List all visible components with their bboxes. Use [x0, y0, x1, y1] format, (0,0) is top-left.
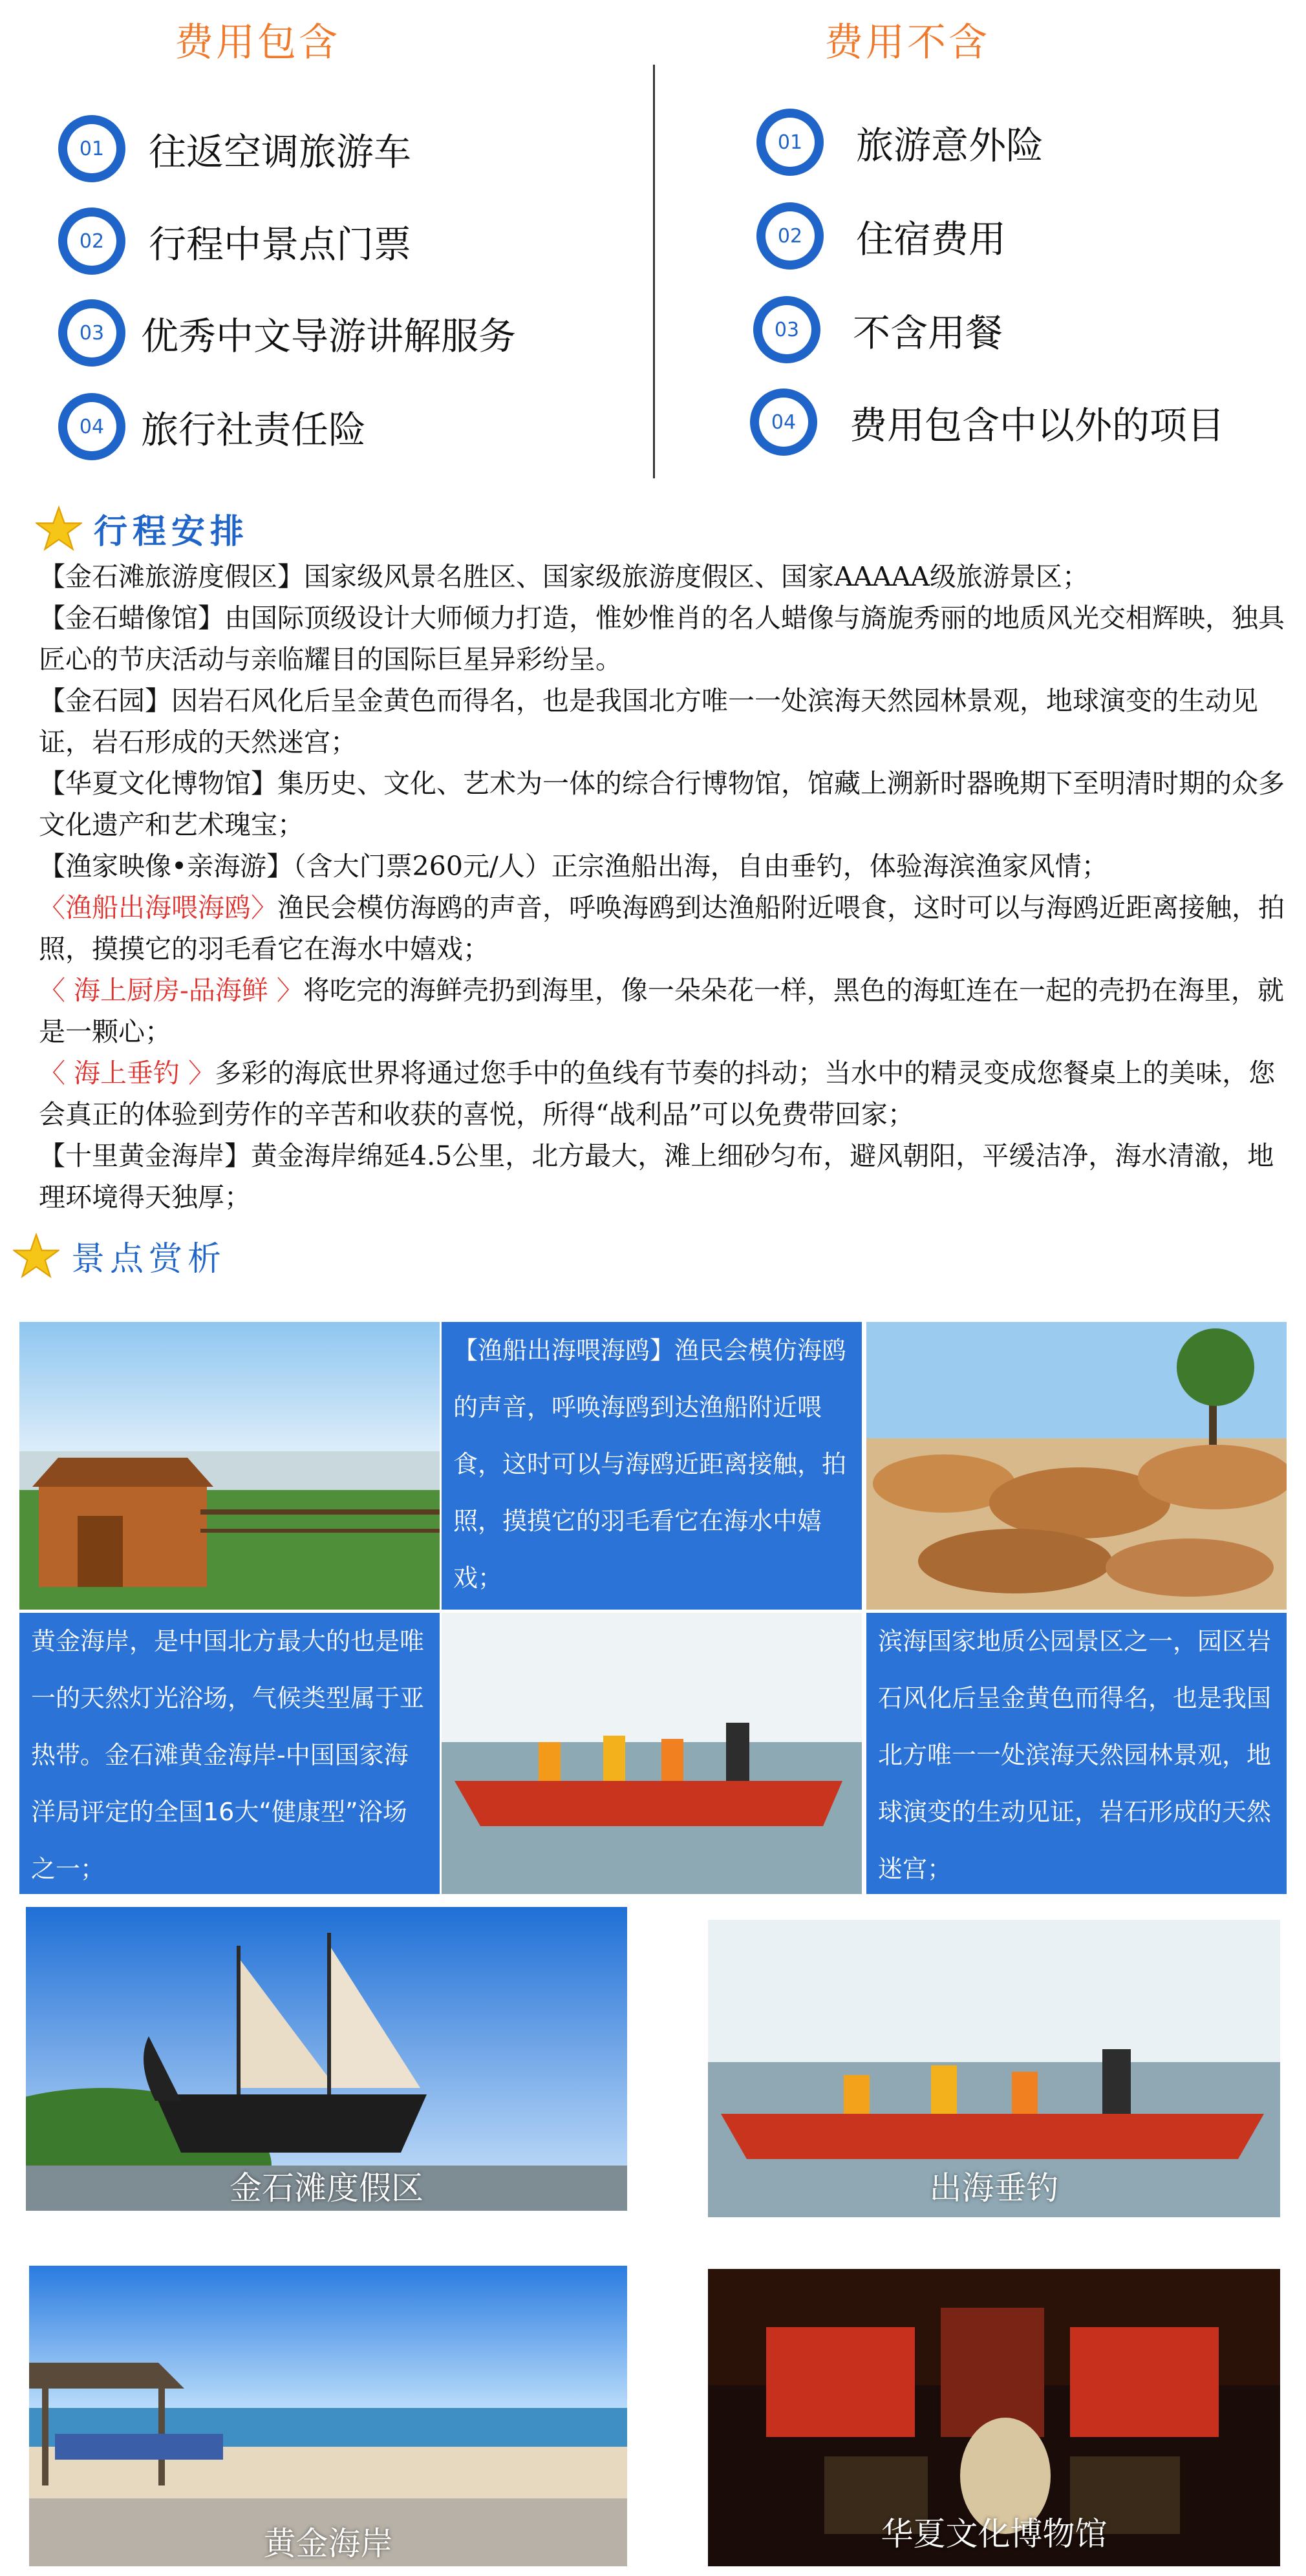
- star-icon: [36, 506, 82, 552]
- rock-garden-photo: [866, 1322, 1287, 1610]
- photo-caption: 金石滩度假区: [230, 2169, 423, 2207]
- photo-caption: 黄金海岸: [263, 2525, 393, 2562]
- itinerary-line: 〈 海上垂钓 〉多彩的海底世界将通过您手中的鱼线有节奏的抖动；当水中的精灵变成您餐桌上的美味，您会真正的体验到劳作的辛苦和收获的喜悦，所得“战利品”可以免费带回家；: [39, 1058, 1276, 1130]
- included-item-text: 优秀中文导游讲解服务: [141, 314, 517, 358]
- number-badge-icon: 03: [753, 296, 820, 363]
- number-badge-icon: 02: [756, 202, 824, 270]
- sea-fishing-photo: [708, 1920, 1280, 2217]
- excluded-item-text: 不含用餐: [853, 311, 1003, 355]
- excluded-item: [753, 294, 1003, 365]
- included-item-text: 往返空调旅游车: [149, 130, 412, 174]
- sights-header: [13, 1231, 226, 1280]
- fees-excluded-title: 费用不含: [824, 20, 990, 65]
- number-badge-icon: 01: [756, 109, 824, 176]
- museum-photo: [708, 2269, 1280, 2566]
- included-item-text: 行程中景点门票: [149, 222, 412, 266]
- itinerary-line: 【金石园】因岩石风化后呈金黄色而得名，也是我国北方唯一一处滨海天然园林景观，地球演变的生动见证，岩石形成的天然迷宫；: [39, 685, 1258, 758]
- sight-description-box: 【渔船出海喂海鸥】渔民会模仿海鸥的声音，呼唤海鸥到达渔船附近喂食，这时可以与海鸥近距离接触，拍照，摸摸它的羽毛看它在海水中嬉戏；: [442, 1322, 862, 1610]
- itinerary-line: 【十里黄金海岸】黄金海岸绵延4.5公里，北方最大，滩上细砂匀布，避风朝阳，平缓洁净，海水清澈，地理环境得天独厚；: [39, 1140, 1274, 1213]
- number-badge-icon: 02: [58, 208, 125, 275]
- excluded-item-text: 旅游意外险: [856, 123, 1044, 167]
- itinerary-line: 【华夏文化博物馆】集历史、文化、艺术为一体的综合行博物馆，馆藏上溯新时器晚期下至明清时期的众多文化遗产和艺术瑰宝；: [39, 768, 1285, 840]
- excluded-item: [756, 200, 1006, 271]
- resort-ship-photo: [26, 1907, 627, 2211]
- golden-beach-photo: [29, 2266, 627, 2566]
- number-badge-icon: 01: [58, 115, 125, 182]
- itinerary-line: 【金石滩旅游度假区】国家级风景名胜区、国家级旅游度假区、国家AAAAA级旅游景区；: [39, 561, 1089, 592]
- photo-caption: 出海垂钓: [929, 2169, 1059, 2207]
- included-item: [58, 113, 411, 184]
- itinerary-line: 〈渔船出海喂海鸥〉渔民会模仿海鸥的声音，呼唤海鸥到达渔船附近喂食，这时可以与海鸥近距离接触，拍照，摸摸它的羽毛看它在海水中嬉戏；: [39, 892, 1285, 964]
- fees-included-title: 费用包含: [175, 20, 340, 65]
- itinerary-title: 行程安排: [94, 513, 250, 551]
- sight-description-box: 滨海国家地质公园景区之一，园区岩石风化后呈金黄色而得名，也是我国北方唯一一处滨海天然园林景观，地球演变的生动见证，岩石形成的天然迷宫；: [866, 1613, 1287, 1894]
- included-item-text: 旅行社责任险: [141, 408, 367, 452]
- itinerary-tag: 〈渔船出海喂海鸥〉: [39, 892, 277, 923]
- itinerary-tag: 〈 海上垂钓 〉: [39, 1058, 215, 1089]
- photo-caption: 华夏文化博物馆: [881, 2515, 1108, 2553]
- itinerary-line: 【渔家映像•亲海游】（含大门票260元/人）正宗渔船出海，自由垂钓，体验海滨渔家风情；: [39, 851, 1108, 882]
- itinerary-line: 【金石蜡像馆】由国际顶级设计大师倾力打造，惟妙惟肖的名人蜡像与旖旎秀丽的地质风光交相辉映，独具匠心的节庆活动与亲临耀目的国际巨星异彩纷呈。: [39, 602, 1285, 675]
- itinerary-line: 〈 海上厨房-品海鲜 〉将吃完的海鲜壳扔到海里，像一朵朵花一样，黑色的海虹连在一起的壳扔在海里，就是一颗心；: [39, 975, 1284, 1047]
- number-badge-icon: 04: [750, 389, 817, 456]
- included-item: [58, 206, 411, 277]
- number-badge-icon: 03: [58, 299, 125, 367]
- star-icon: [13, 1233, 59, 1279]
- sight-description-box: 黄金海岸，是中国北方最大的也是唯一的天然灯光浴场，气候类型属于亚热带。金石滩黄金海岸-中国国家海洋局评定的全国16大“健康型”浴场之一；: [19, 1613, 440, 1894]
- itinerary-tag: 〈 海上厨房-品海鲜 〉: [39, 975, 303, 1006]
- excluded-item: [756, 107, 1044, 178]
- excluded-item-text: 住宿费用: [856, 217, 1007, 261]
- excluded-item-text: 费用包含中以外的项目: [850, 403, 1225, 447]
- fees-divider: [653, 65, 655, 478]
- number-badge-icon: 04: [58, 393, 125, 460]
- fishing-boat-photo: [442, 1613, 862, 1894]
- included-item: [58, 297, 516, 368]
- included-item: [58, 391, 366, 462]
- itinerary-text: [39, 556, 1287, 1218]
- excluded-item: [750, 387, 1225, 458]
- itinerary-header: [36, 504, 249, 553]
- beach-house-photo: [19, 1322, 440, 1610]
- sights-title: 景点赏析: [71, 1240, 227, 1279]
